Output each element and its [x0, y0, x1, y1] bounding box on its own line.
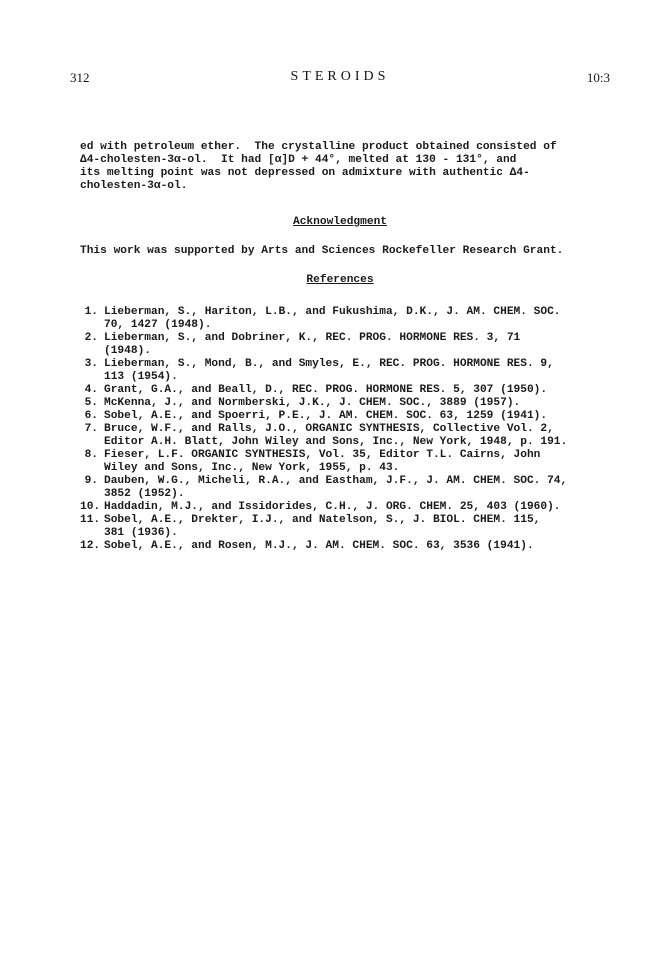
para-line: Δ4-cholesten-3α-ol. It had [α]D + 44°, melted at 130 - 131°, and [80, 154, 517, 166]
reference-number: 2. [84, 332, 98, 344]
para-line: its melting point was not depressed on admixture with authentic Δ4- [80, 167, 530, 179]
page-number: 312 [70, 70, 90, 85]
reference-text: Lieberman, S., Mond, B., and Smyles, E., REC. PROG. HORMONE RES. 9, 113 (1954). [104, 358, 554, 383]
reference-number: 9. [84, 475, 98, 487]
reference-text: Lieberman, S., and Dobriner, K., REC. PROG. HORMONE RES. 3, 71 (1948). [104, 332, 521, 357]
reference-number: 8. [84, 449, 98, 461]
reference-text: Sobel, A.E., and Rosen, M.J., J. AM. CHEM. SOC. 63, 3536 (1941). [104, 540, 534, 552]
reference-text: Fieser, L.F. ORGANIC SYNTHESIS, Vol. 35, Editor T.L. Cairns, John Wiley and Sons, Inc., New York, 1955, p. 43. [104, 449, 541, 474]
reference-number: 6. [84, 410, 98, 422]
reference-text: Lieberman, S., Hariton, L.B., and Fukushima, D.K., J. AM. CHEM. SOC. 70, 1427 (1948). [104, 306, 561, 331]
reference-number: 3. [84, 358, 98, 370]
reference-number: 5. [84, 397, 98, 409]
reference-item [80, 306, 610, 332]
reference-item [80, 358, 610, 384]
reference-text: McKenna, J., and Normberski, J.K., J. CHEM. SOC., 3889 (1957). [104, 397, 521, 409]
para-line: ed with petroleum ether. The crystalline product obtained consisted of [80, 141, 557, 153]
reference-number: 4. [84, 384, 98, 396]
reference-number: 10. [80, 501, 101, 513]
reference-item [80, 540, 610, 553]
reference-item [80, 410, 610, 423]
reference-number: 1. [84, 306, 98, 318]
acknowledgment-heading: Acknowledgment [293, 216, 387, 228]
reference-text: Bruce, W.F., and Ralls, J.O., ORGANIC SYNTHESIS, Collective Vol. 2, Editor A.H. Blatt, John Wiley and Sons, Inc., New York, 1948, p. 191. [104, 423, 568, 448]
reference-item [80, 384, 610, 397]
reference-list [80, 306, 610, 553]
reference-text: Sobel, A.E., Drekter, I.J., and Natelson, S., J. BIOL. CHEM. 115, 381 (1936). [104, 514, 541, 539]
para-line: cholesten-3α-ol. [80, 180, 188, 192]
reference-item [80, 423, 610, 449]
journal-title: STEROIDS [290, 69, 390, 84]
reference-text: Dauben, W.G., Micheli, R.A., and Eastham, J.F., J. AM. CHEM. SOC. 74, 3852 (1952). [104, 475, 568, 500]
reference-item [80, 332, 610, 358]
reference-number: 7. [84, 423, 98, 435]
running-header [70, 70, 610, 90]
reference-item [80, 449, 610, 475]
reference-number: 12. [80, 540, 101, 552]
reference-text: Sobel, A.E., and Spoerri, P.E., J. AM. CHEM. SOC. 63, 1259 (1941). [104, 410, 548, 422]
reference-item [80, 501, 610, 514]
reference-number: 11. [80, 514, 101, 526]
body-paragraph [80, 141, 600, 193]
acknowledgment-text: This work was supported by Arts and Sciences Rockefeller Research Grant. [80, 245, 564, 257]
issue-number: 10:3 [586, 70, 610, 85]
reference-text: Haddadin, M.J., and Issidorides, C.H., J. ORG. CHEM. 25, 403 (1960). [104, 501, 561, 513]
reference-item [80, 475, 610, 501]
reference-item [80, 397, 610, 410]
references-heading: References [306, 274, 374, 286]
reference-item [80, 514, 610, 540]
reference-text: Grant, G.A., and Beall, D., REC. PROG. HORMONE RES. 5, 307 (1950). [104, 384, 548, 396]
